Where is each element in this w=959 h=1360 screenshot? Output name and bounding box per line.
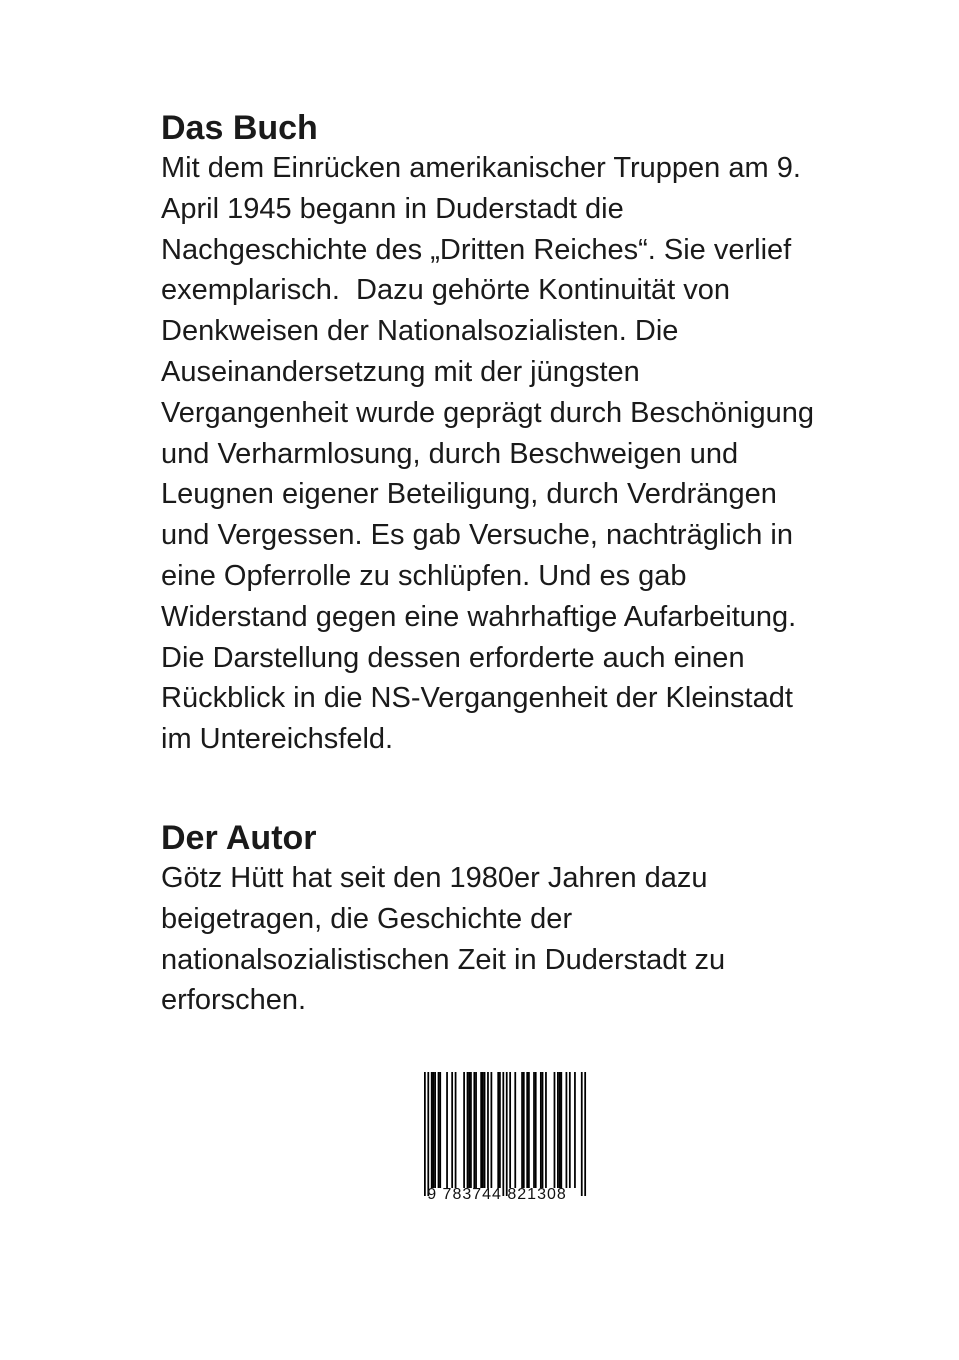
barcode-bar xyxy=(521,1072,523,1188)
book-line: Leugnen eigener Beteiligung, durch Verdrängen xyxy=(161,478,777,511)
barcode-bar xyxy=(473,1072,475,1188)
book-line: Rückblick in die NS-Vergangenheit der Kleinstadt xyxy=(161,682,793,715)
book-line: Denkweisen der Nationalsozialisten. Die xyxy=(161,315,679,348)
barcode-bar xyxy=(484,1072,486,1188)
author-line: erforschen. xyxy=(161,984,307,1017)
book-line: Auseinandersetzung mit der jüngsten xyxy=(161,355,640,388)
barcode-bar xyxy=(487,1072,489,1188)
barcode-bar xyxy=(431,1072,433,1188)
barcode-bar xyxy=(560,1072,562,1188)
barcode-guard-bar xyxy=(506,1072,508,1196)
barcode-bar xyxy=(533,1072,535,1188)
book-line: und Verharmlosung, durch Beschweigen und xyxy=(161,437,739,470)
barcode-bar xyxy=(535,1072,537,1188)
book-section xyxy=(161,108,881,760)
barcode-bars xyxy=(404,1070,590,1204)
author-heading: Der Autor xyxy=(161,819,317,857)
barcode-bar xyxy=(434,1072,436,1188)
barcode-bar xyxy=(545,1072,547,1188)
barcode-bar xyxy=(557,1072,559,1188)
barcode-guard-bar xyxy=(502,1072,504,1196)
barcode-bar xyxy=(446,1072,448,1188)
book-line: Mit dem Einrücken amerikanischer Truppen am 9. xyxy=(161,152,801,184)
barcode-bar xyxy=(566,1072,568,1188)
barcode-bar xyxy=(523,1072,525,1188)
barcode-bar xyxy=(475,1072,477,1188)
barcode-bar xyxy=(528,1072,530,1188)
barcode-bar xyxy=(480,1072,482,1188)
author-line: beigetragen, die Geschichte der xyxy=(161,902,573,935)
barcode-bar xyxy=(467,1072,469,1188)
book-line: im Untereichsfeld. xyxy=(161,723,394,756)
barcode-bar xyxy=(554,1072,556,1188)
barcode-bar xyxy=(463,1072,465,1188)
barcode-bar xyxy=(542,1072,544,1188)
author-line: nationalsozialistischen Zeit in Duderstadt zu xyxy=(161,943,726,976)
book-line: Nachgeschichte des „Dritten Reiches“. Sie verlief xyxy=(161,233,792,266)
barcode-bar xyxy=(499,1072,501,1188)
book-line: Vergangenheit wurde geprägt durch Beschönigung xyxy=(161,396,814,429)
barcode-bar xyxy=(455,1072,457,1188)
barcode-bar xyxy=(439,1072,441,1188)
barcode-guard-bar xyxy=(424,1072,426,1196)
book-line: April 1945 begann in Duderstadt die xyxy=(161,192,624,225)
barcode-bar xyxy=(514,1072,516,1188)
barcode-bar xyxy=(526,1072,528,1188)
barcode-bar xyxy=(559,1072,561,1188)
book-line: Die Darstellung dessen erforderte auch einen xyxy=(161,641,745,674)
isbn-barcode xyxy=(404,1070,590,1210)
barcode-bar xyxy=(491,1072,493,1188)
author-section xyxy=(161,818,881,1021)
author-line: Götz Hütt hat seit den 1980er Jahren dazu xyxy=(161,862,708,894)
barcode-bar xyxy=(451,1072,453,1188)
barcode-bar xyxy=(569,1072,571,1188)
book-line: Widerstand gegen eine wahrhaftige Aufarbeitung. xyxy=(161,600,797,633)
barcode-guard-bar xyxy=(427,1072,429,1196)
barcode-bar xyxy=(438,1072,440,1188)
book-line: eine Opferrolle zu schlüpfen. Und es gab xyxy=(161,559,687,592)
barcode-guard-bar xyxy=(584,1072,586,1196)
barcode-bar xyxy=(468,1072,470,1188)
barcode-bar xyxy=(540,1072,542,1188)
author-description xyxy=(161,858,881,1021)
barcode-number: 9 783744 821308 xyxy=(427,1186,567,1203)
book-description xyxy=(161,148,881,760)
book-heading: Das Buch xyxy=(161,109,318,147)
barcode-bar xyxy=(497,1072,499,1188)
barcode-bar xyxy=(509,1072,511,1188)
barcode-bar xyxy=(482,1072,484,1188)
book-line: exemplarisch. Dazu gehörte Kontinuität von xyxy=(161,274,731,307)
barcode-guard-bar xyxy=(581,1072,583,1196)
barcode-bar xyxy=(470,1072,472,1188)
barcode-bar xyxy=(574,1072,576,1188)
barcode-bar xyxy=(433,1072,435,1188)
book-line: und Vergessen. Es gab Versuche, nachträglich in xyxy=(161,519,793,552)
